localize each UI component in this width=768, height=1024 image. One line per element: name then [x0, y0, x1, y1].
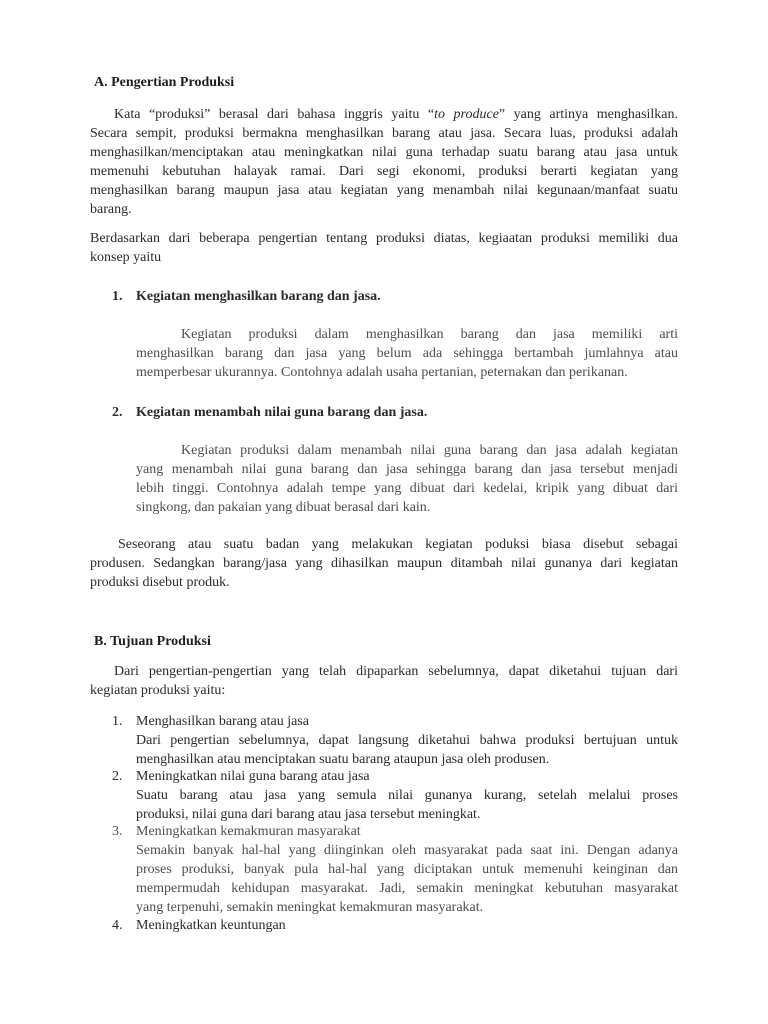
goal-3-number: 3. [112, 824, 123, 839]
paragraph-line: lebih tinggi. Contohnya adalah tempe yang dibuat dari kedelai, kripik yang dibuat dari [136, 481, 678, 496]
paragraph-line: Secara sempit, produksi bermakna menghasilkan barang atau jasa. Secara luas, produksi adalah [90, 126, 678, 141]
section-b-heading: B. Tujuan Produksi [94, 634, 211, 649]
paragraph-line: menghasilkan/menciptakan atau meningkatkan nilai guna terhadap suatu barang atau jasa untuk [90, 145, 678, 160]
concept-1-body [136, 325, 678, 382]
goal-2 [136, 767, 678, 824]
paragraph-line: menghasilkan barang maupun jasa atau kegiatan yang menambah nilai kegunaan/manfaat suatu [90, 183, 678, 198]
goal-2-number: 2. [112, 769, 123, 784]
paragraph-line: Kegiatan produksi dalam menghasilkan barang dan jasa memiliki arti [181, 327, 678, 342]
goal-2-title: Meningkatkan nilai guna barang atau jasa [136, 769, 370, 784]
paragraph-line: Dari pengertian-pengertian yang telah dipaparkan sebelumnya, dapat diketahui tujuan dari [114, 664, 678, 679]
paragraph-line: Kegiatan produksi dalam menambah nilai guna barang dan jasa adalah kegiatan [181, 443, 678, 458]
text-run: Kata “produksi” berasal dari bahasa inggris yaitu “ [114, 107, 435, 122]
paragraph-line: memperbesar ukurannya. Contohnya adalah usaha pertanian, peternakan dan perikanan. [136, 365, 628, 380]
goal-4-number: 4. [112, 918, 123, 933]
paragraph-line: Berdasarkan dari beberapa pengertian tentang produksi diatas, kegiaatan produksi memiliki dua [90, 231, 678, 246]
concept-1-title: Kegiatan menghasilkan barang dan jasa. [136, 289, 381, 304]
paragraph-line: produksi disebut produk. [90, 575, 230, 590]
paragraph-line: Seseorang atau suatu badan yang melakukan kegiatan poduksi biasa disebut sebagai [118, 537, 678, 552]
goal-3 [136, 822, 678, 917]
concept-2-body [136, 441, 678, 517]
paragraph-line: singkong, dan pakaian yang dibuat berasal dari kain. [136, 500, 431, 515]
paragraph-line: memenuhi kebutuhan halayak ramai. Dari segi ekonomi, produksi berarti kegiatan yang [90, 164, 678, 179]
section-a-paragraph-1 [90, 105, 678, 219]
section-b-intro [90, 662, 678, 700]
paragraph-line [90, 105, 678, 124]
paragraph-line: Semakin banyak hal-hal yang diinginkan oleh masyarakat pada saat ini. Dengan adanya [136, 843, 678, 858]
paragraph-line: yang menambah nilai guna barang dan jasa sehingga barang dan jasa tersebut menjadi [136, 462, 678, 477]
concept-2-title: Kegiatan menambah nilai guna barang dan jasa. [136, 405, 428, 420]
paragraph-line: kegiatan produksi yaitu: [90, 683, 226, 698]
text-run: ” yang artinya menghasilkan. [498, 107, 679, 122]
section-a-paragraph-3 [90, 535, 678, 592]
paragraph-line: proses produksi, banyak pula hal-hal yang diciptakan untuk memenuhi keinginan dan [136, 862, 678, 877]
paragraph-line: menghasilkan barang dan jasa yang belum ada sehingga bertambah jumlahnya atau [136, 346, 678, 361]
paragraph-line: konsep yaitu [90, 250, 162, 265]
concept-2-number: 2. [112, 405, 123, 420]
concept-1-number: 1. [112, 289, 123, 304]
goal-1 [136, 712, 678, 769]
paragraph-line: mempermudah kehidupan masyarakat. Jadi, semakin meningkat kebutuhan masyarakat [136, 881, 678, 896]
paragraph-line: produsen. Sedangkan barang/jasa yang dihasilkan maupun ditambah nilai gunanya dari kegiatan [90, 556, 678, 571]
paragraph-line: menghasilkan atau menciptakan suatu barang ataupun jasa oleh produsen. [136, 752, 550, 767]
section-a-paragraph-2 [90, 229, 678, 267]
paragraph-line: barang. [90, 202, 132, 217]
italic-term: to produce [434, 107, 499, 122]
goal-1-title: Menghasilkan barang atau jasa [136, 714, 309, 729]
goal-4 [136, 916, 678, 935]
paragraph-line: yang terpenuhi, semakin meningkat kemakmuran masyarakat. [136, 900, 484, 915]
paragraph-line: produksi, nilai guna dari barang atau jasa tersebut meningkat. [136, 807, 481, 822]
paragraph-line: Dari pengertian sebelumnya, dapat langsung diketahui bahwa produksi bertujuan untuk [136, 733, 678, 748]
paragraph-line: Suatu barang atau jasa yang semula nilai gunanya kurang, setelah melalui proses [136, 788, 678, 803]
goal-4-title: Meningkatkan keuntungan [136, 918, 286, 933]
section-a-heading: A. Pengertian Produksi [94, 75, 235, 90]
goal-1-number: 1. [112, 714, 123, 729]
goal-3-title: Meningkatkan kemakmuran masyarakat [136, 824, 361, 839]
